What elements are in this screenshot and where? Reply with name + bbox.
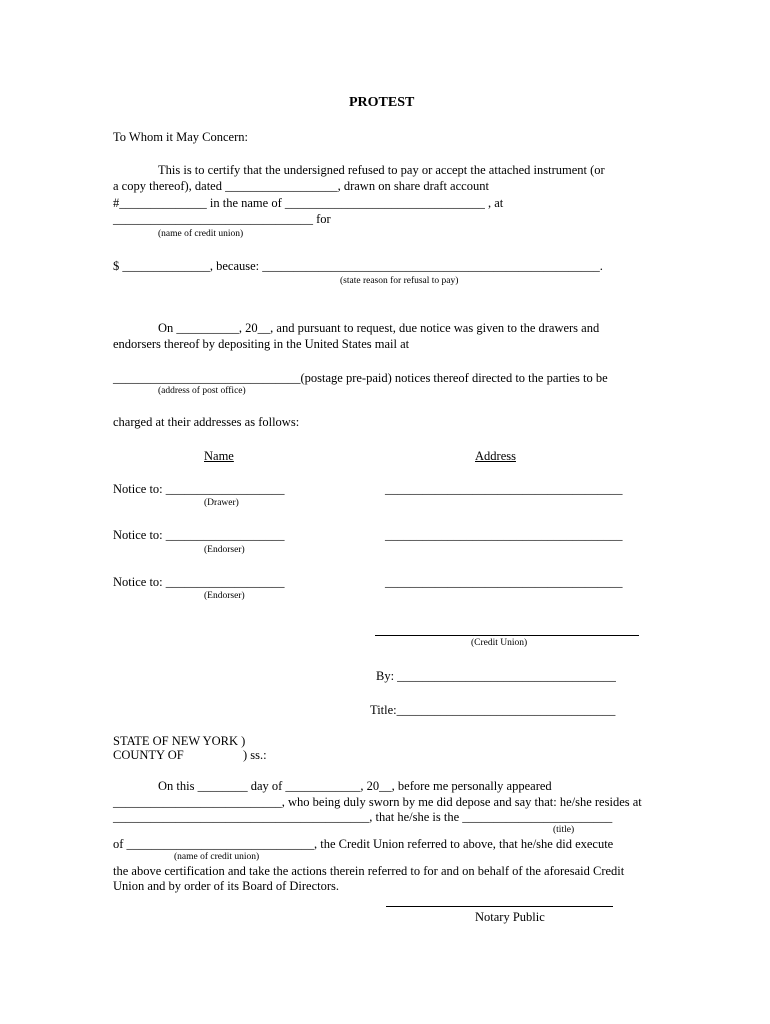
notary-county: COUNTY OF [113,748,184,762]
notary-line-1: On this ________ day of ____________, 20__, before me personally appeared [158,779,552,793]
notice-to-endorser-2: Notice to: ___________________ [113,575,285,589]
notary-line-3: _________________________________________, that he/she is the ________________________ [113,810,613,824]
certify-line-3: #______________ in the name of ________________________________ , at [113,196,504,210]
endorser-2-caption: (Endorser) [204,591,245,601]
notice-line-4: charged at their addresses as follows: [113,415,300,429]
certify-line-2: a copy thereof), dated __________________, drawn on share draft account [113,179,489,193]
notary-line-6: Union and by order of its Board of Directors. [113,879,339,893]
credit-union-signature-line [375,635,639,636]
notary-line-4: of ______________________________, the Credit Union referred to above, that he/she did execute [113,837,614,851]
notice-to-endorser-1: Notice to: ___________________ [113,528,285,542]
reason-caption: (state reason for refusal to pay) [340,276,459,286]
notice-to-drawer: Notice to: ___________________ [113,482,285,496]
certify-line-4: ________________________________ for [113,212,331,226]
endorser-1-address-line: ______________________________________ [385,528,623,542]
notary-line-5: the above certification and take the actions therein referred to for and on behalf of the aforesaid Credit [113,864,625,878]
salutation: To Whom it May Concern: [113,130,248,144]
by-line: By: ___________________________________ [376,669,616,683]
name-column-header: Name [204,449,234,463]
notary-credit-union-caption: (name of credit union) [174,852,260,862]
notice-line-3: ______________________________(postage pre-paid) notices thereof directed to the parties to be [113,371,608,385]
address-column-header: Address [475,449,516,463]
endorser-2-address-line: ______________________________________ [385,575,623,589]
amount-line: $ ______________, because: ______________________________________________________. [113,259,603,273]
endorser-1-caption: (Endorser) [204,545,245,555]
title-line: Title:___________________________________ [370,703,616,717]
notice-line-2: endorsers thereof by depositing in the United States mail at [113,337,410,351]
credit-union-caption: (name of credit union) [158,229,244,239]
certify-line-1: This is to certify that the undersigned refused to pay or accept the attached instrument (or [158,163,605,177]
notary-ss: ) ss.: [243,748,267,762]
notary-line-2: ___________________________, who being duly sworn by me did depose and say that: he/she resides at [113,795,642,809]
post-office-caption: (address of post office) [158,386,246,396]
drawer-address-line: ______________________________________ [385,482,623,496]
notary-title-caption: (title) [553,825,575,835]
drawer-caption: (Drawer) [204,498,239,508]
credit-union-signature-caption: (Credit Union) [471,638,528,648]
notice-line-1: On __________, 20__, and pursuant to request, due notice was given to the drawers and [158,321,600,335]
notary-state: STATE OF NEW YORK ) [113,734,246,748]
notary-public-label: Notary Public [475,910,545,924]
document-title: PROTEST [349,95,415,110]
notary-signature-line [386,906,613,907]
